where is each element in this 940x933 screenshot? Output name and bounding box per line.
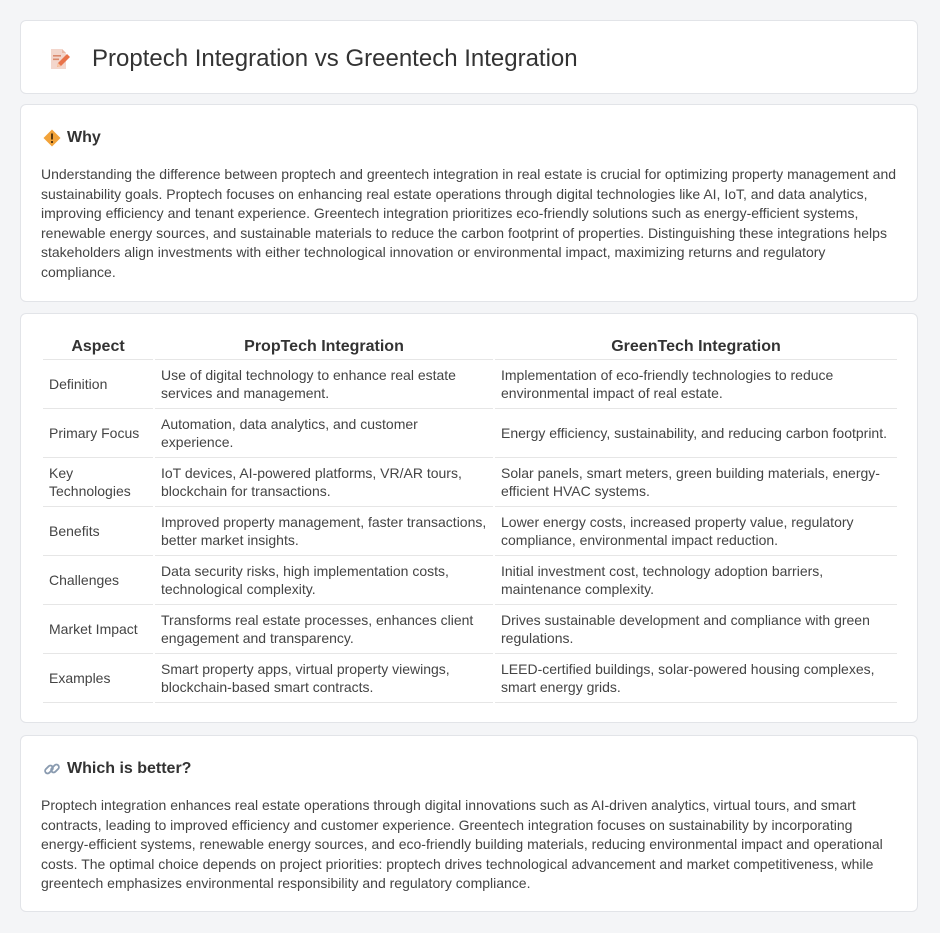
why-text: Understanding the difference between proptech and greentech integration in real estate is crucial for optimizing property management and sustainability goals. Proptech focuses on enhancing real estate operations through digital technologies like AI, IoT, and data analytics, improving efficiency and tenant experience. Greentech integration prioritizes eco-friendly solutions such as energy-efficient systems, renewable energy sources, and sustainable materials to reduce the carbon footprint of properties. Distinguishing these integrations helps stakeholders align investments with either technological innovation or environmental impact, maximizing returns and regulatory compliance. <box>41 166 897 280</box>
link-icon <box>43 760 61 778</box>
row-proptech: Transforms real estate processes, enhances client engagement and transparency. <box>155 605 493 654</box>
row-proptech: Smart property apps, virtual property viewings, blockchain-based smart contracts. <box>155 654 493 703</box>
diamond-sign-icon <box>43 129 61 147</box>
better-heading-row <box>43 759 191 779</box>
row-aspect: Benefits <box>43 507 153 556</box>
why-heading: Why <box>67 129 101 146</box>
row-greentech: Solar panels, smart meters, green building materials, energy-efficient HVAC systems. <box>495 458 897 507</box>
table-row <box>43 654 897 703</box>
row-aspect: Key Technologies <box>43 458 153 507</box>
row-proptech: IoT devices, AI-powered platforms, VR/AR tours, blockchain for transactions. <box>155 458 493 507</box>
title-card <box>20 20 918 94</box>
column-header-proptech: PropTech Integration <box>155 334 493 360</box>
row-proptech: Automation, data analytics, and customer experience. <box>155 409 493 458</box>
table-row <box>43 556 897 605</box>
better-heading: Which is better? <box>67 760 192 777</box>
row-aspect: Market Impact <box>43 605 153 654</box>
row-greentech: Implementation of eco-friendly technologies to reduce environmental impact of real estate. <box>495 360 897 409</box>
table-row <box>43 458 897 507</box>
row-greentech: Drives sustainable development and compliance with green regulations. <box>495 605 897 654</box>
which-is-better-section <box>20 735 918 912</box>
table-row <box>43 360 897 409</box>
row-proptech: Use of digital technology to enhance real estate services and management. <box>155 360 493 409</box>
row-greentech: Energy efficiency, sustainability, and reducing carbon footprint. <box>495 409 897 458</box>
table-row <box>43 605 897 654</box>
comparison-table <box>41 334 899 703</box>
comparison-section <box>20 313 918 723</box>
column-header-aspect: Aspect <box>43 334 153 360</box>
document-pencil-icon <box>47 47 71 71</box>
row-greentech: LEED-certified buildings, solar-powered housing complexes, smart energy grids. <box>495 654 897 703</box>
row-greentech: Lower energy costs, increased property value, regulatory compliance, environmental impact reduction. <box>495 507 897 556</box>
row-proptech: Data security risks, high implementation costs, technological complexity. <box>155 556 493 605</box>
row-proptech: Improved property management, faster transactions, better market insights. <box>155 507 493 556</box>
row-aspect: Challenges <box>43 556 153 605</box>
column-header-greentech: GreenTech Integration <box>495 334 897 360</box>
why-heading-row <box>43 128 101 148</box>
row-aspect: Examples <box>43 654 153 703</box>
table-header-row <box>43 334 897 360</box>
why-section <box>20 104 918 302</box>
row-aspect: Definition <box>43 360 153 409</box>
better-text: Proptech integration enhances real estate operations through digital innovations such as AI-driven analytics, virtual tours, and smart contracts, leading to improved efficiency and customer experience. Greentech integration focuses on sustainability by incorporating energy-efficient systems, renewable energy sources, and eco-friendly building materials, reducing environmental impact and operational costs. The optimal choice depends on project priorities: proptech drives technological advancement and market competitiveness, while greentech emphasizes environmental responsibility and regulatory compliance. <box>41 797 883 891</box>
row-greentech: Initial investment cost, technology adoption barriers, maintenance complexity. <box>495 556 897 605</box>
page-title: Proptech Integration vs Greentech Integration <box>92 45 578 72</box>
table-row <box>43 507 897 556</box>
table-row <box>43 409 897 458</box>
row-aspect: Primary Focus <box>43 409 153 458</box>
